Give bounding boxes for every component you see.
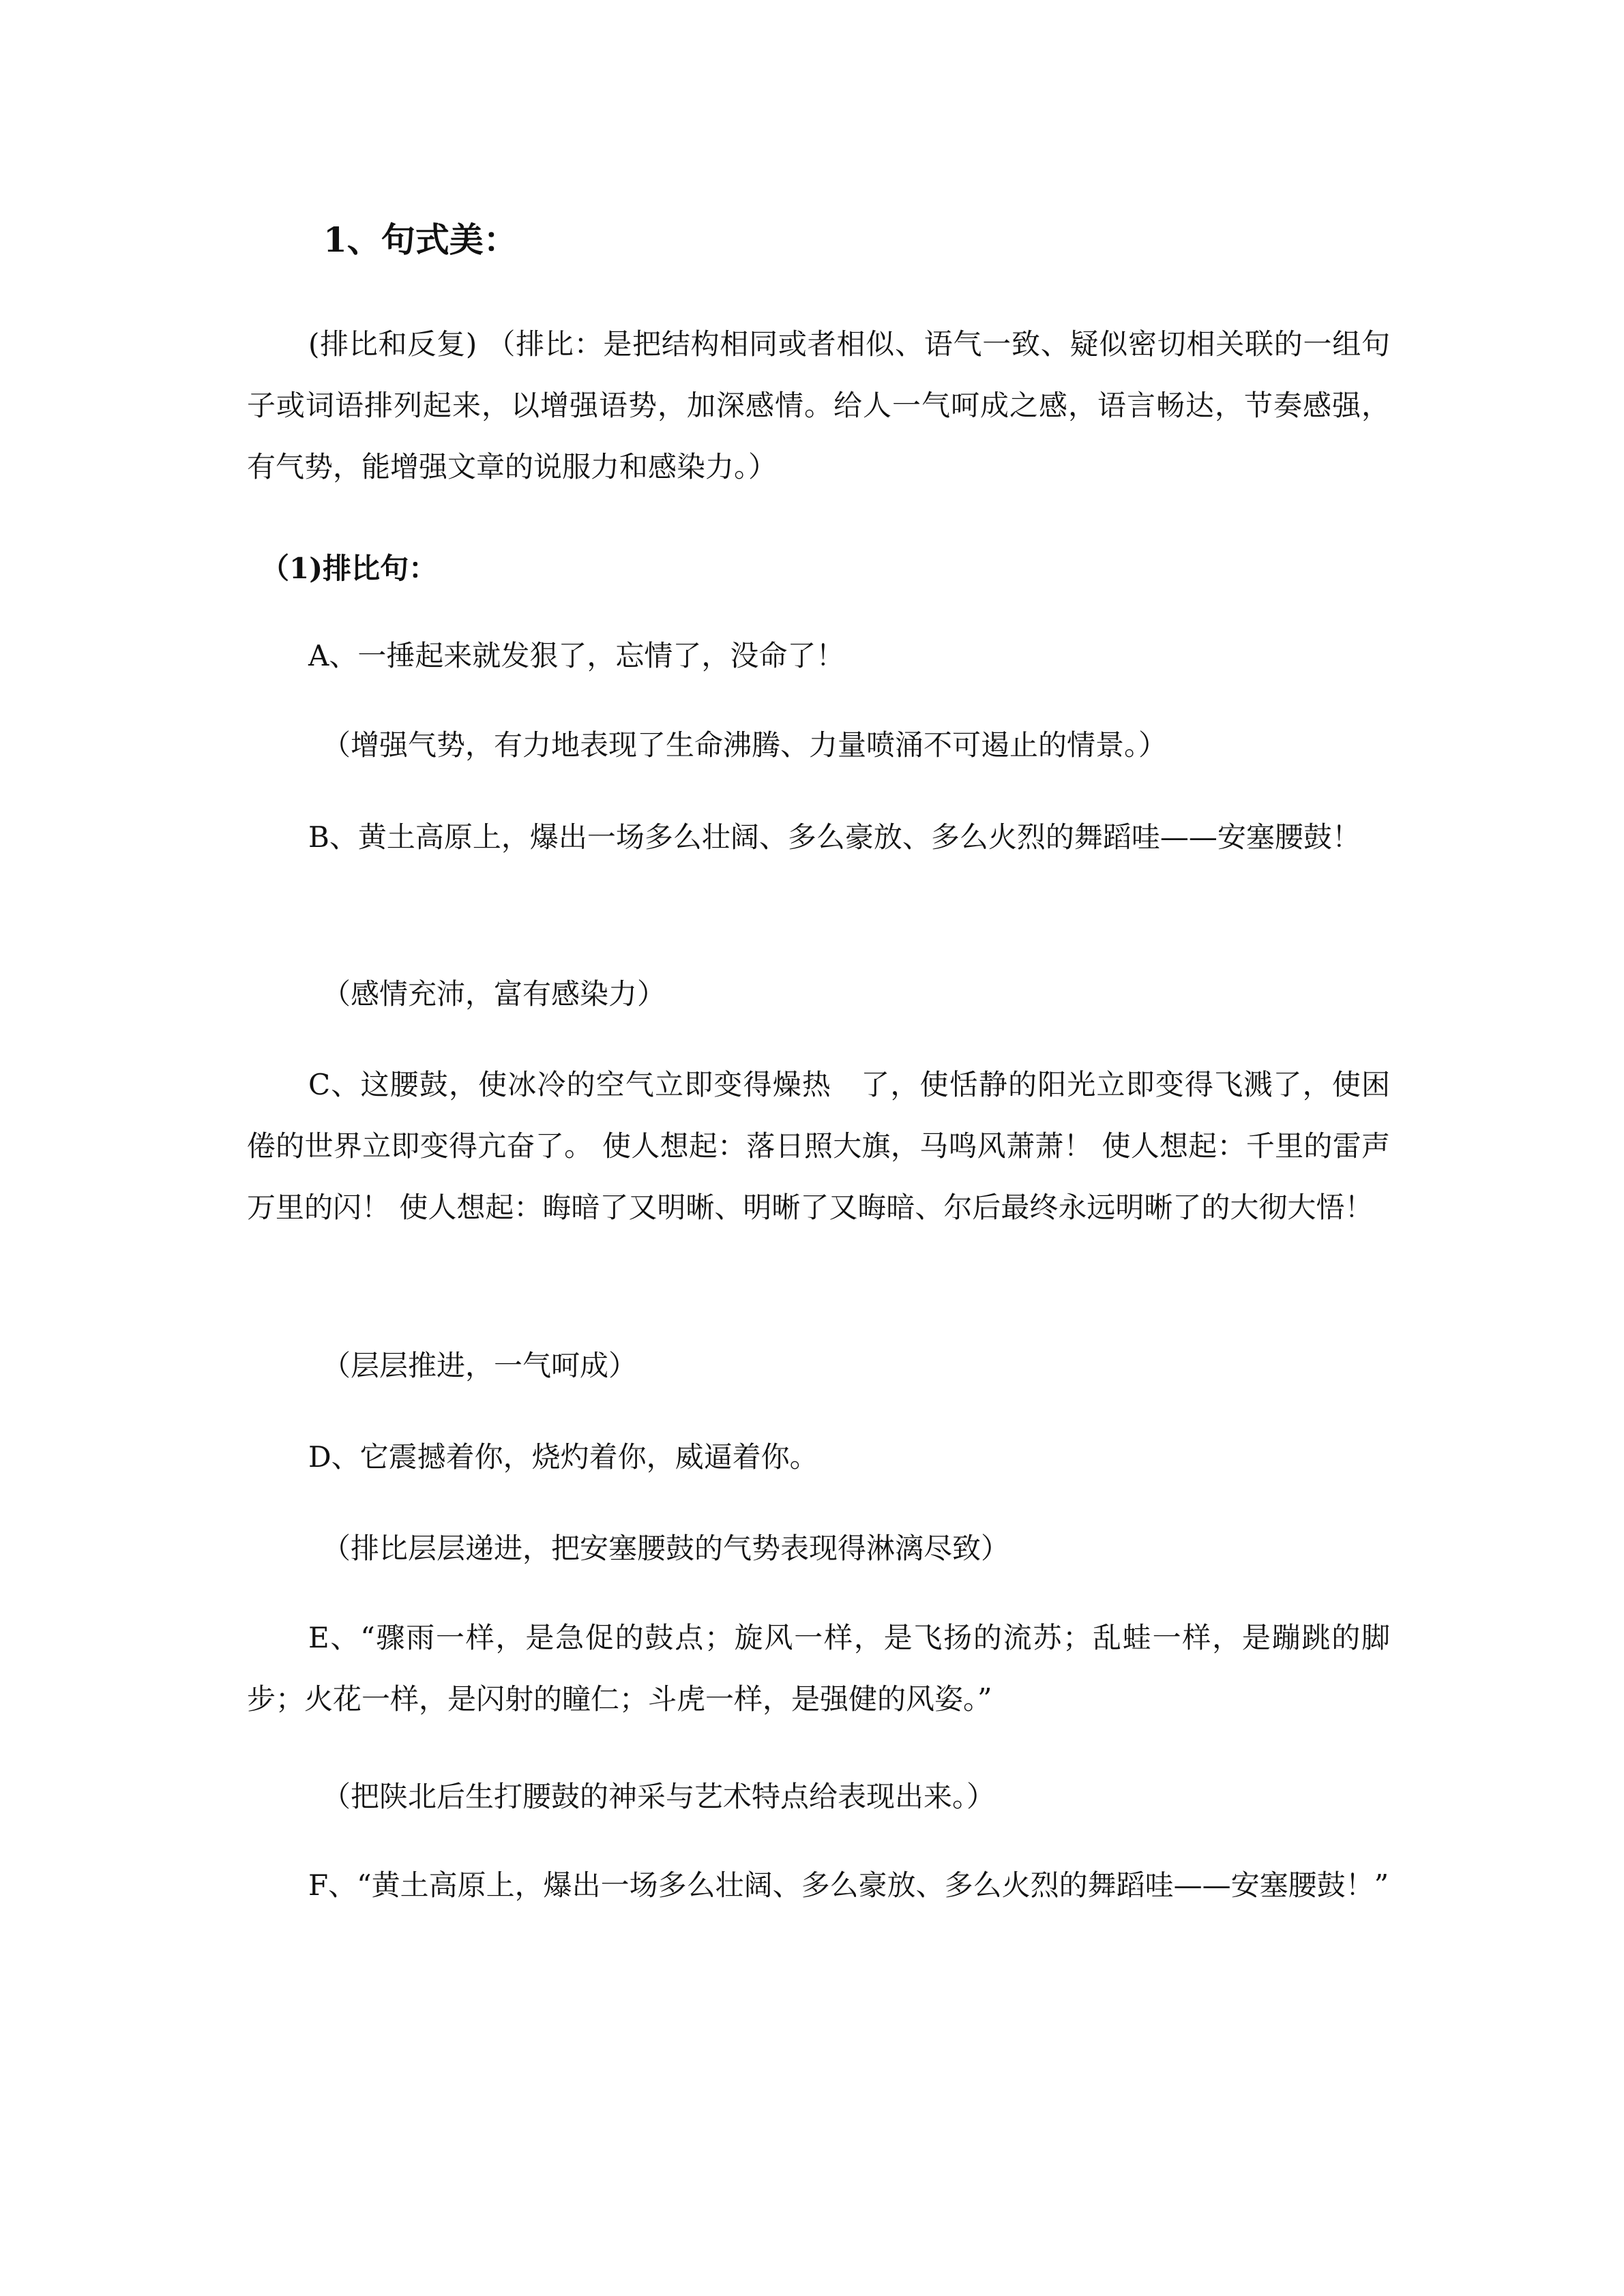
example-e-note: （把陕北后生打腰鼓的神采与艺术特点给表现出来。）	[322, 1780, 996, 1813]
example-b: B、黄土高原上，爆出一场多么壮阔、多么豪放、多么火烈的舞蹈哇——安塞腰鼓！	[308, 820, 1361, 854]
example-d-note: （排比层层递进，把安塞腰鼓的气势表现得淋漓尽致）	[322, 1532, 1010, 1565]
example-e: E、“骤雨一样，是急促的鼓点；旋风一样，是飞扬的流苏；乱蛙一样，是蹦跳的脚步；火花一样，是闪射的瞳仁；斗虎一样，是强健的风姿。”	[247, 1621, 1390, 1716]
example-a: A、一捶起来就发狠了，忘情了，没命了！	[308, 639, 845, 672]
example-c: C、这腰鼓，使冰冷的空气立即变得燥热 了，使恬静的阳光立即变得飞溅了，使困倦的世界立即变得亢奋了。 使人想起：落日照大旗，马鸣风萧萧！ 使人想起：千里的雷声万里的闪！ 使人想起：晦暗了又明晰、明晰了又晦暗、尔后最终永远明晰了的大彻大悟！	[247, 1068, 1390, 1224]
example-b-note: （感情充沛，富有感染力）	[322, 977, 666, 1011]
example-c-note: （层层推进，一气呵成）	[322, 1349, 638, 1382]
section-title: 1、句式美：	[323, 220, 518, 260]
intro-paragraph: (排比和反复) （排比：是把结构相同或者相似、语气一致、疑似密切相关联的一组句子或词语排列起来，以增强语势，加深感情。给人一气呵成之感，语言畅达，节奏感强，有气势，能增强文章的说服力和感染力。）	[247, 327, 1390, 483]
example-d: D、它震撼着你，烧灼着你，威逼着你。	[308, 1440, 818, 1474]
subsection-title: （1)排比句：	[261, 552, 438, 585]
example-f: F、“黄土高原上，爆出一场多么壮阔、多么豪放、多么火烈的舞蹈哇——安塞腰鼓！”	[308, 1868, 1389, 1902]
example-a-note: （增强气势，有力地表现了生命沸腾、力量喷涌不可遏止的情景。）	[322, 728, 1168, 762]
